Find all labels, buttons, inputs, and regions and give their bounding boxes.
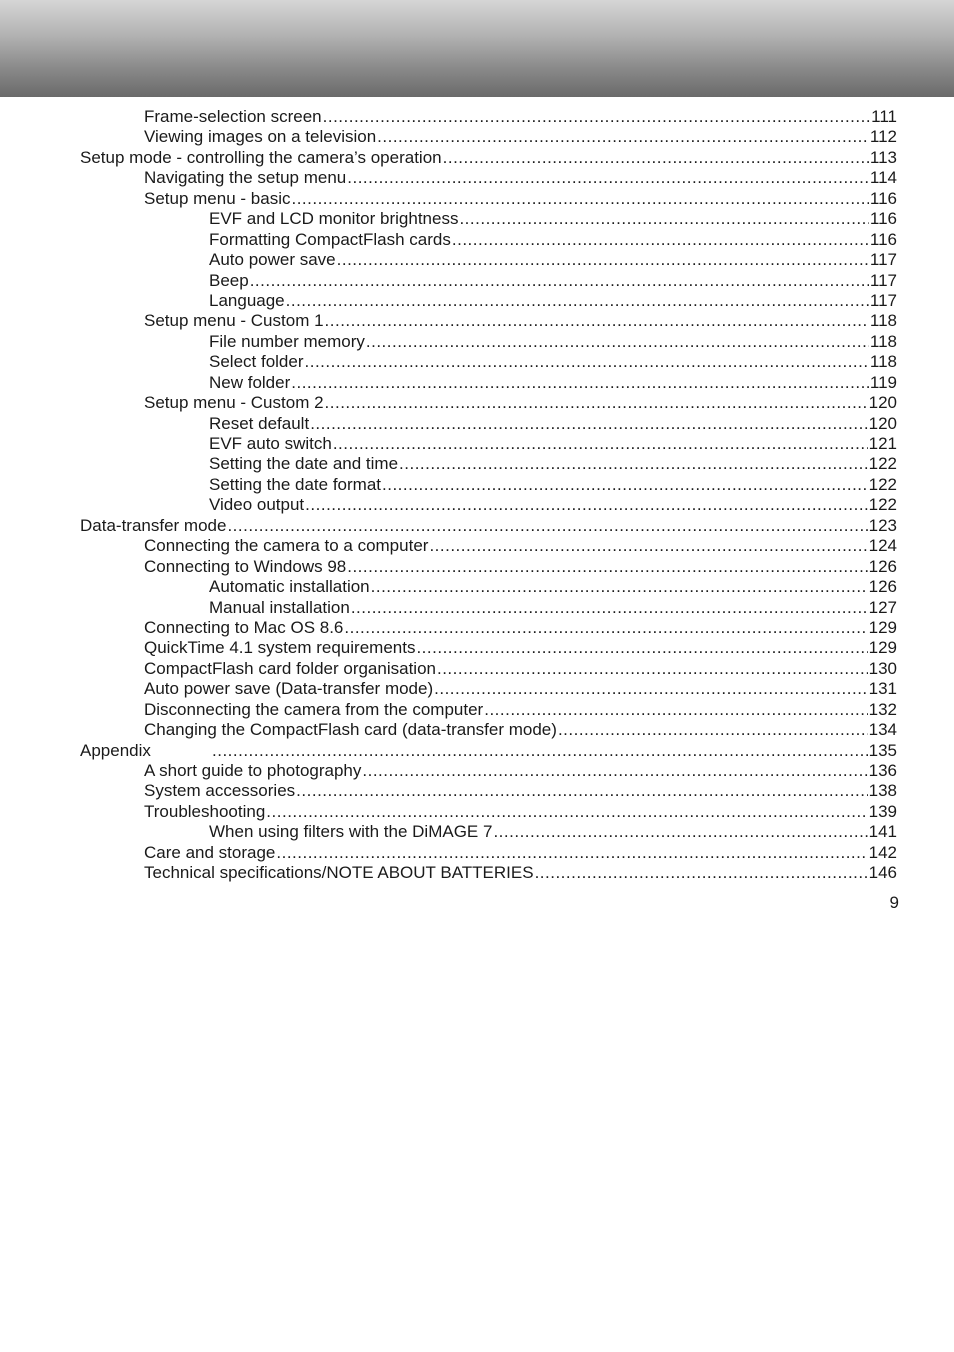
toc-entry-page: 122 (868, 454, 897, 474)
toc-leader-dots (452, 230, 869, 250)
toc-entry-title: Setup mode - controlling the camera’s operation (80, 147, 442, 167)
toc-leader-dots (437, 659, 868, 679)
toc-leader-dots (351, 598, 868, 618)
toc-leader-dots (344, 618, 867, 638)
toc-entry-title: Technical specifications/NOTE ABOUT BATTERIES (144, 863, 534, 883)
header-band (0, 0, 954, 97)
toc-entry-page: 142 (868, 842, 897, 862)
toc-entry-title: Setup menu - basic (144, 188, 291, 208)
toc-leader-dots (227, 516, 867, 536)
toc-entry-page: 117 (869, 250, 897, 270)
toc-entry-title: Connecting to Windows 98 (144, 556, 347, 576)
toc-entry[interactable] (0, 557, 954, 577)
toc-entry-page: 117 (869, 290, 897, 310)
toc-leader-dots (377, 127, 869, 147)
toc-entry[interactable] (0, 311, 954, 331)
toc-entry-page: 120 (868, 413, 897, 433)
toc-entry[interactable] (0, 495, 954, 515)
toc-entry-page: 130 (868, 658, 897, 678)
toc-entry-page: 123 (868, 515, 897, 535)
toc-entry-page: 113 (869, 147, 897, 167)
table-of-contents (0, 107, 954, 884)
toc-leader-dots (337, 250, 869, 270)
toc-entry[interactable] (0, 414, 954, 434)
toc-entry-title: QuickTime 4.1 system requirements (144, 638, 416, 658)
toc-entry[interactable] (0, 822, 954, 842)
toc-leader-dots (382, 475, 868, 495)
toc-entry[interactable] (0, 393, 954, 413)
toc-leader-dots (296, 781, 867, 801)
toc-entry-title: Auto power save (209, 250, 336, 270)
toc-entry[interactable] (0, 291, 954, 311)
toc-entry-page: 141 (868, 822, 897, 842)
toc-entry-page: 146 (868, 863, 897, 883)
toc-leader-dots (535, 863, 868, 883)
toc-entry-page: 116 (869, 229, 897, 249)
toc-leader-dots (250, 271, 869, 291)
toc-leader-dots (459, 209, 868, 229)
toc-entry-page: 138 (868, 781, 897, 801)
toc-entry-page: 116 (869, 209, 897, 229)
toc-entry-title: Setup menu - Custom 1 (144, 311, 324, 331)
toc-entry-title: EVF and LCD monitor brightness (209, 209, 459, 229)
toc-entry-title: Auto power save (Data-transfer mode) (144, 679, 434, 699)
toc-entry[interactable] (0, 618, 954, 638)
toc-entry-page: 111 (871, 107, 897, 126)
toc-entry[interactable] (0, 373, 954, 393)
toc-leader-dots (310, 414, 867, 434)
toc-leader-dots (325, 311, 869, 331)
toc-entry[interactable] (0, 107, 954, 127)
toc-entry-title: Disconnecting the camera from the computer (144, 699, 484, 719)
toc-entry-title: Navigating the setup menu (144, 168, 347, 188)
toc-entry-title: When using filters with the DiMAGE 7 (209, 822, 493, 842)
toc-entry-title: Automatic installation (209, 577, 370, 597)
toc-entry-title: Changing the CompactFlash card (data-transfer mode) (144, 720, 557, 740)
toc-entry-title: Setting the date and time (209, 454, 399, 474)
toc-leader-dots (276, 843, 867, 863)
toc-entry-page: 118 (869, 352, 897, 372)
page-number: 9 (889, 893, 899, 912)
toc-entry[interactable] (0, 741, 954, 761)
toc-entry-title: Setting the date format (209, 474, 381, 494)
toc-leader-dots (399, 454, 868, 474)
toc-entry-page: 112 (869, 127, 897, 147)
toc-entry[interactable] (0, 189, 954, 209)
toc-entry-page: 135 (868, 740, 897, 760)
toc-leader-dots (325, 393, 868, 413)
toc-leader-dots (434, 679, 868, 699)
toc-entry-page: 118 (869, 311, 897, 331)
toc-entry-title: Connecting the camera to a computer (144, 536, 429, 556)
toc-entry-page: 117 (869, 270, 897, 290)
toc-leader-dots (212, 741, 868, 761)
toc-entry-title: Formatting CompactFlash cards (209, 229, 451, 249)
toc-entry-title: Data-transfer mode (80, 515, 227, 535)
toc-entry-title: New folder (209, 372, 291, 392)
toc-entry[interactable] (0, 761, 954, 781)
toc-entry[interactable] (0, 332, 954, 352)
toc-entry[interactable] (0, 638, 954, 658)
toc-entry[interactable] (0, 843, 954, 863)
toc-entry-title: Beep (209, 270, 249, 290)
toc-leader-dots (347, 168, 869, 188)
toc-leader-dots (291, 189, 868, 209)
toc-entry[interactable] (0, 127, 954, 147)
toc-entry[interactable] (0, 271, 954, 291)
toc-entry-title: Video output (209, 495, 305, 515)
toc-entry[interactable] (0, 781, 954, 801)
toc-entry-title: Manual installation (209, 597, 350, 617)
toc-entry-page: 132 (868, 699, 897, 719)
toc-entry-page: 127 (868, 597, 897, 617)
toc-entry-title: System accessories (144, 781, 296, 801)
toc-entry-title: Connecting to Mac OS 8.6 (144, 617, 344, 637)
toc-entry-title: CompactFlash card folder organisation (144, 658, 436, 678)
toc-leader-dots (429, 536, 867, 556)
toc-entry-page: 114 (869, 168, 897, 188)
toc-leader-dots (366, 332, 869, 352)
toc-leader-dots (347, 557, 867, 577)
toc-entry-title: Language (209, 290, 285, 310)
toc-entry-page: 122 (868, 474, 897, 494)
toc-entry-title: EVF auto switch (209, 434, 332, 453)
toc-entry-page: 126 (868, 577, 897, 597)
toc-entry-page: 131 (868, 679, 897, 699)
toc-entry-title: Select folder (209, 352, 304, 372)
toc-entry-page: 121 (868, 434, 897, 453)
toc-entry-title: Troubleshooting (144, 801, 266, 821)
toc-entry-page: 124 (868, 536, 897, 556)
toc-leader-dots (266, 802, 867, 822)
toc-entry[interactable] (0, 434, 954, 454)
toc-entry-page: 122 (868, 495, 897, 515)
toc-leader-dots (371, 577, 868, 597)
toc-entry-title: Setup menu - Custom 2 (144, 393, 324, 413)
toc-entry[interactable] (0, 863, 954, 883)
toc-leader-dots (323, 107, 871, 127)
toc-leader-dots (558, 720, 868, 740)
toc-entry[interactable] (0, 148, 954, 168)
toc-entry[interactable] (0, 516, 954, 536)
toc-entry[interactable] (0, 454, 954, 474)
toc-entry-page: 139 (868, 801, 897, 821)
toc-entry-page: 129 (868, 617, 897, 637)
toc-entry[interactable] (0, 536, 954, 556)
toc-entry[interactable] (0, 168, 954, 188)
toc-entry-page: 134 (868, 720, 897, 740)
toc-entry-page: 136 (868, 761, 897, 780)
toc-entry[interactable] (0, 720, 954, 740)
toc-entry[interactable] (0, 700, 954, 720)
toc-leader-dots (362, 761, 867, 781)
toc-entry-title: Viewing images on a television (144, 127, 377, 147)
toc-leader-dots (443, 148, 869, 168)
toc-entry-page: 118 (869, 331, 897, 351)
toc-entry-title: Care and storage (144, 842, 276, 862)
toc-leader-dots (305, 495, 867, 515)
toc-entry[interactable] (0, 230, 954, 250)
toc-leader-dots (305, 352, 869, 372)
toc-leader-dots (493, 822, 867, 842)
toc-entry[interactable] (0, 475, 954, 495)
toc-entry[interactable] (0, 802, 954, 822)
toc-entry-title: Frame-selection screen (144, 107, 322, 126)
toc-leader-dots (484, 700, 867, 720)
toc-entry-title: Appendix (80, 741, 211, 761)
toc-entry[interactable] (0, 209, 954, 229)
toc-entry[interactable] (0, 659, 954, 679)
toc-leader-dots (416, 638, 867, 658)
toc-entry[interactable] (0, 679, 954, 699)
toc-entry[interactable] (0, 577, 954, 597)
toc-leader-dots (333, 434, 868, 454)
toc-entry-title: Reset default (209, 413, 310, 433)
toc-entry-page: 116 (869, 188, 897, 208)
toc-entry-page: 129 (868, 638, 897, 658)
toc-entry-title: A short guide to photography (144, 761, 362, 780)
toc-entry-title: File number memory (209, 331, 365, 351)
toc-entry[interactable] (0, 352, 954, 372)
toc-entry-page: 126 (868, 556, 897, 576)
toc-leader-dots (286, 291, 869, 311)
toc-entry-page: 120 (868, 393, 897, 413)
toc-entry[interactable] (0, 250, 954, 270)
toc-leader-dots (291, 373, 869, 393)
toc-entry-page: 119 (869, 372, 897, 392)
toc-entry[interactable] (0, 598, 954, 618)
